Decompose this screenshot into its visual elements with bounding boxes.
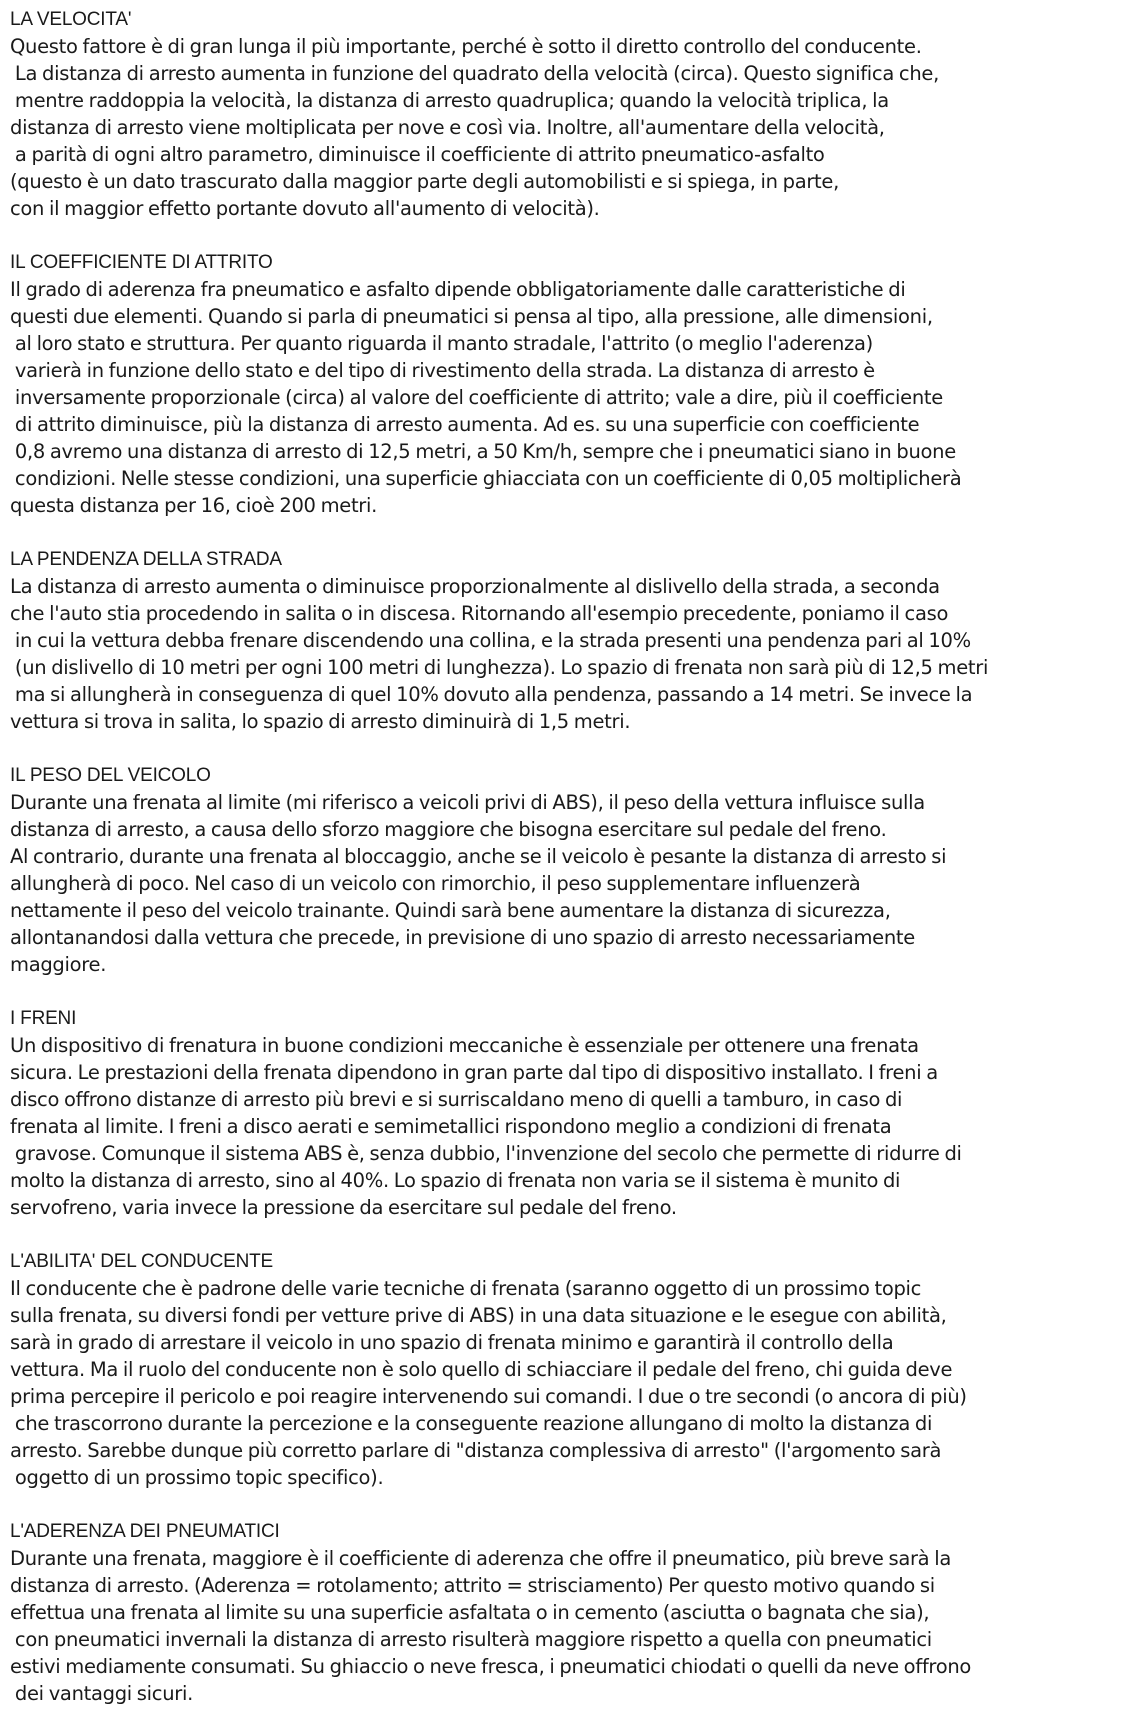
paragraph-line: Questo fattore è di gran lunga il più importante, perché è sotto il diretto controllo del conducente.	[10, 35, 922, 58]
paragraph-line: maggiore.	[10, 953, 107, 976]
paragraph-line: in cui la vettura debba frenare discendendo una collina, e la strada presenti una pendenza pari al 10%	[10, 629, 971, 652]
paragraph-line: questa distanza per 16, cioè 200 metri.	[10, 494, 378, 517]
paragraph-line: vettura si trova in salita, lo spazio di arresto diminuirà di 1,5 metri.	[10, 710, 631, 733]
paragraph-line: La distanza di arresto aumenta in funzione del quadrato della velocità (circa). Questo significa che,	[10, 62, 939, 85]
paragraph-line: disco offrono distanze di arresto più brevi e si surriscaldano meno di quelli a tamburo, in caso di	[10, 1088, 903, 1111]
section-abilita-conducente	[10, 1248, 1128, 1491]
section-freni	[10, 1005, 1128, 1221]
paragraph-line: Durante una frenata al limite (mi riferisco a veicoli privi di ABS), il peso della vettura influisce sulla	[10, 791, 925, 814]
paragraph-line: effettua una frenata al limite su una superficie asfaltata o in cemento (asciutta o bagnata che sia),	[10, 1601, 930, 1624]
paragraph-line: frenata al limite. I freni a disco aerati e semimetallici rispondono meglio a condizioni di frenata	[10, 1115, 892, 1138]
paragraph-line: La distanza di arresto aumenta o diminuisce proporzionalmente al dislivello della strada, a seconda	[10, 575, 940, 598]
section-heading: L'ABILITA' DEL CONDUCENTE	[10, 1251, 274, 1272]
section-peso-veicolo	[10, 762, 1128, 978]
paragraph-line: che l'auto stia procedendo in salita o in discesa. Ritornando all'esempio precedente, poniamo il caso	[10, 602, 949, 625]
section-heading: I FRENI	[10, 1008, 77, 1029]
paragraph-line: mentre raddoppia la velocità, la distanza di arresto quadruplica; quando la velocità triplica, la	[10, 89, 889, 112]
paragraph-line: allontanandosi dalla vettura che precede, in previsione di uno spazio di arresto necessariamente	[10, 926, 915, 949]
paragraph-line: che trascorrono durante la percezione e la conseguente reazione allungano di molto la distanza di	[10, 1412, 933, 1435]
paragraph-line: con pneumatici invernali la distanza di arresto risulterà maggiore rispetto a quella con pneumatici	[10, 1628, 932, 1651]
section-coefficiente-attrito	[10, 249, 1128, 519]
paragraph-line: (questo è un dato trascurato dalla maggior parte degli automobilisti e si spiega, in parte,	[10, 170, 840, 193]
paragraph-line: Un dispositivo di frenatura in buone condizioni meccaniche è essenziale per ottenere una frenata	[10, 1034, 919, 1057]
section-heading: IL PESO DEL VEICOLO	[10, 765, 211, 786]
paragraph-line: Durante una frenata, maggiore è il coefficiente di aderenza che offre il pneumatico, più breve sarà la	[10, 1547, 951, 1570]
paragraph-line: a parità di ogni altro parametro, diminuisce il coefficiente di attrito pneumatico-asfalto	[10, 143, 825, 166]
paragraph-line: Al contrario, durante una frenata al bloccaggio, anche se il veicolo è pesante la distanza di arresto si	[10, 845, 947, 868]
paragraph-line: dei vantaggi sicuri.	[10, 1682, 193, 1705]
paragraph-line: oggetto di un prossimo topic specifico).	[10, 1466, 384, 1489]
paragraph-line: Il conducente che è padrone delle varie tecniche di frenata (saranno oggetto di un prossimo topic	[10, 1277, 922, 1300]
paragraph-line: distanza di arresto. (Aderenza = rotolamento; attrito = strisciamento) Per questo motivo quando si	[10, 1574, 935, 1597]
paragraph-line: di attrito diminuisce, più la distanza di arresto aumenta. Ad es. su una superficie con coefficiente	[10, 413, 920, 436]
section-heading: LA PENDENZA DELLA STRADA	[10, 549, 282, 570]
paragraph-line: vettura. Ma il ruolo del conducente non è solo quello di schiacciare il pedale del freno, chi guida deve	[10, 1358, 953, 1381]
paragraph-line: (un dislivello di 10 metri per ogni 100 metri di lunghezza). Lo spazio di frenata non sarà più di 12,5 metri	[10, 656, 989, 679]
paragraph-line: 0,8 avremo una distanza di arresto di 12,5 metri, a 50 Km/h, sempre che i pneumatici siano in buone	[10, 440, 956, 463]
paragraph-line: sulla frenata, su diversi fondi per vetture prive di ABS) in una data situazione e le esegue con abilità,	[10, 1304, 947, 1327]
paragraph-line: gravose. Comunque il sistema ABS è, senza dubbio, l'invenzione del secolo che permette di ridurre di	[10, 1142, 962, 1165]
paragraph-line: allungherà di poco. Nel caso di un veicolo con rimorchio, il peso supplementare influenzerà	[10, 872, 861, 895]
paragraph-line: nettamente il peso del veicolo trainante. Quindi sarà bene aumentare la distanza di sicurezza,	[10, 899, 891, 922]
paragraph-line: inversamente proporzionale (circa) al valore del coefficiente di attrito; vale a dire, più il coefficiente	[10, 386, 943, 409]
paragraph-line: sicura. Le prestazioni della frenata dipendono in gran parte dal tipo di dispositivo installato. I freni a	[10, 1061, 938, 1084]
paragraph-line: sarà in grado di arrestare il veicolo in uno spazio di frenata minimo e garantirà il controllo della	[10, 1331, 894, 1354]
document-page	[10, 6, 1128, 1734]
section-heading: L'ADERENZA DEI PNEUMATICI	[10, 1521, 280, 1542]
paragraph-line: distanza di arresto viene moltiplicata per nove e così via. Inoltre, all'aumentare della velocità,	[10, 116, 885, 139]
section-heading: LA VELOCITA'	[10, 9, 132, 30]
paragraph-line: servofreno, varia invece la pressione da esercitare sul pedale del freno.	[10, 1196, 677, 1219]
paragraph-line: prima percepire il pericolo e poi reagire intervenendo sui comandi. I due o tre secondi (o ancora di più)	[10, 1385, 967, 1408]
paragraph-line: varierà in funzione dello stato e del tipo di rivestimento della strada. La distanza di arresto è	[10, 359, 875, 382]
paragraph-line: al loro stato e struttura. Per quanto riguarda il manto stradale, l'attrito (o meglio l'aderenza)	[10, 332, 873, 355]
paragraph-line: molto la distanza di arresto, sino al 40%. Lo spazio di frenata non varia se il sistema è munito di	[10, 1169, 901, 1192]
paragraph-line: ma si allungherà in conseguenza di quel 10% dovuto alla pendenza, passando a 14 metri. Se invece la	[10, 683, 973, 706]
paragraph-line: con il maggior effetto portante dovuto all'aumento di velocità).	[10, 197, 600, 220]
paragraph-line: distanza di arresto, a causa dello sforzo maggiore che bisogna esercitare sul pedale del freno.	[10, 818, 887, 841]
section-velocita	[10, 6, 1128, 222]
section-heading: IL COEFFICIENTE DI ATTRITO	[10, 252, 273, 273]
section-aderenza-pneumatici	[10, 1518, 1128, 1707]
paragraph-line: Il grado di aderenza fra pneumatico e asfalto dipende obbligatoriamente dalle caratteristiche di	[10, 278, 906, 301]
section-pendenza-strada	[10, 546, 1128, 735]
paragraph-line: estivi mediamente consumati. Su ghiaccio o neve fresca, i pneumatici chiodati o quelli da neve offrono	[10, 1655, 972, 1678]
paragraph-line: condizioni. Nelle stesse condizioni, una superficie ghiacciata con un coefficiente di 0,05 moltiplicherà	[10, 467, 962, 490]
paragraph-line: questi due elementi. Quando si parla di pneumatici si pensa al tipo, alla pressione, alle dimensioni,	[10, 305, 933, 328]
paragraph-line: arresto. Sarebbe dunque più corretto parlare di "distanza complessiva di arresto" (l'argomento sarà	[10, 1439, 942, 1462]
